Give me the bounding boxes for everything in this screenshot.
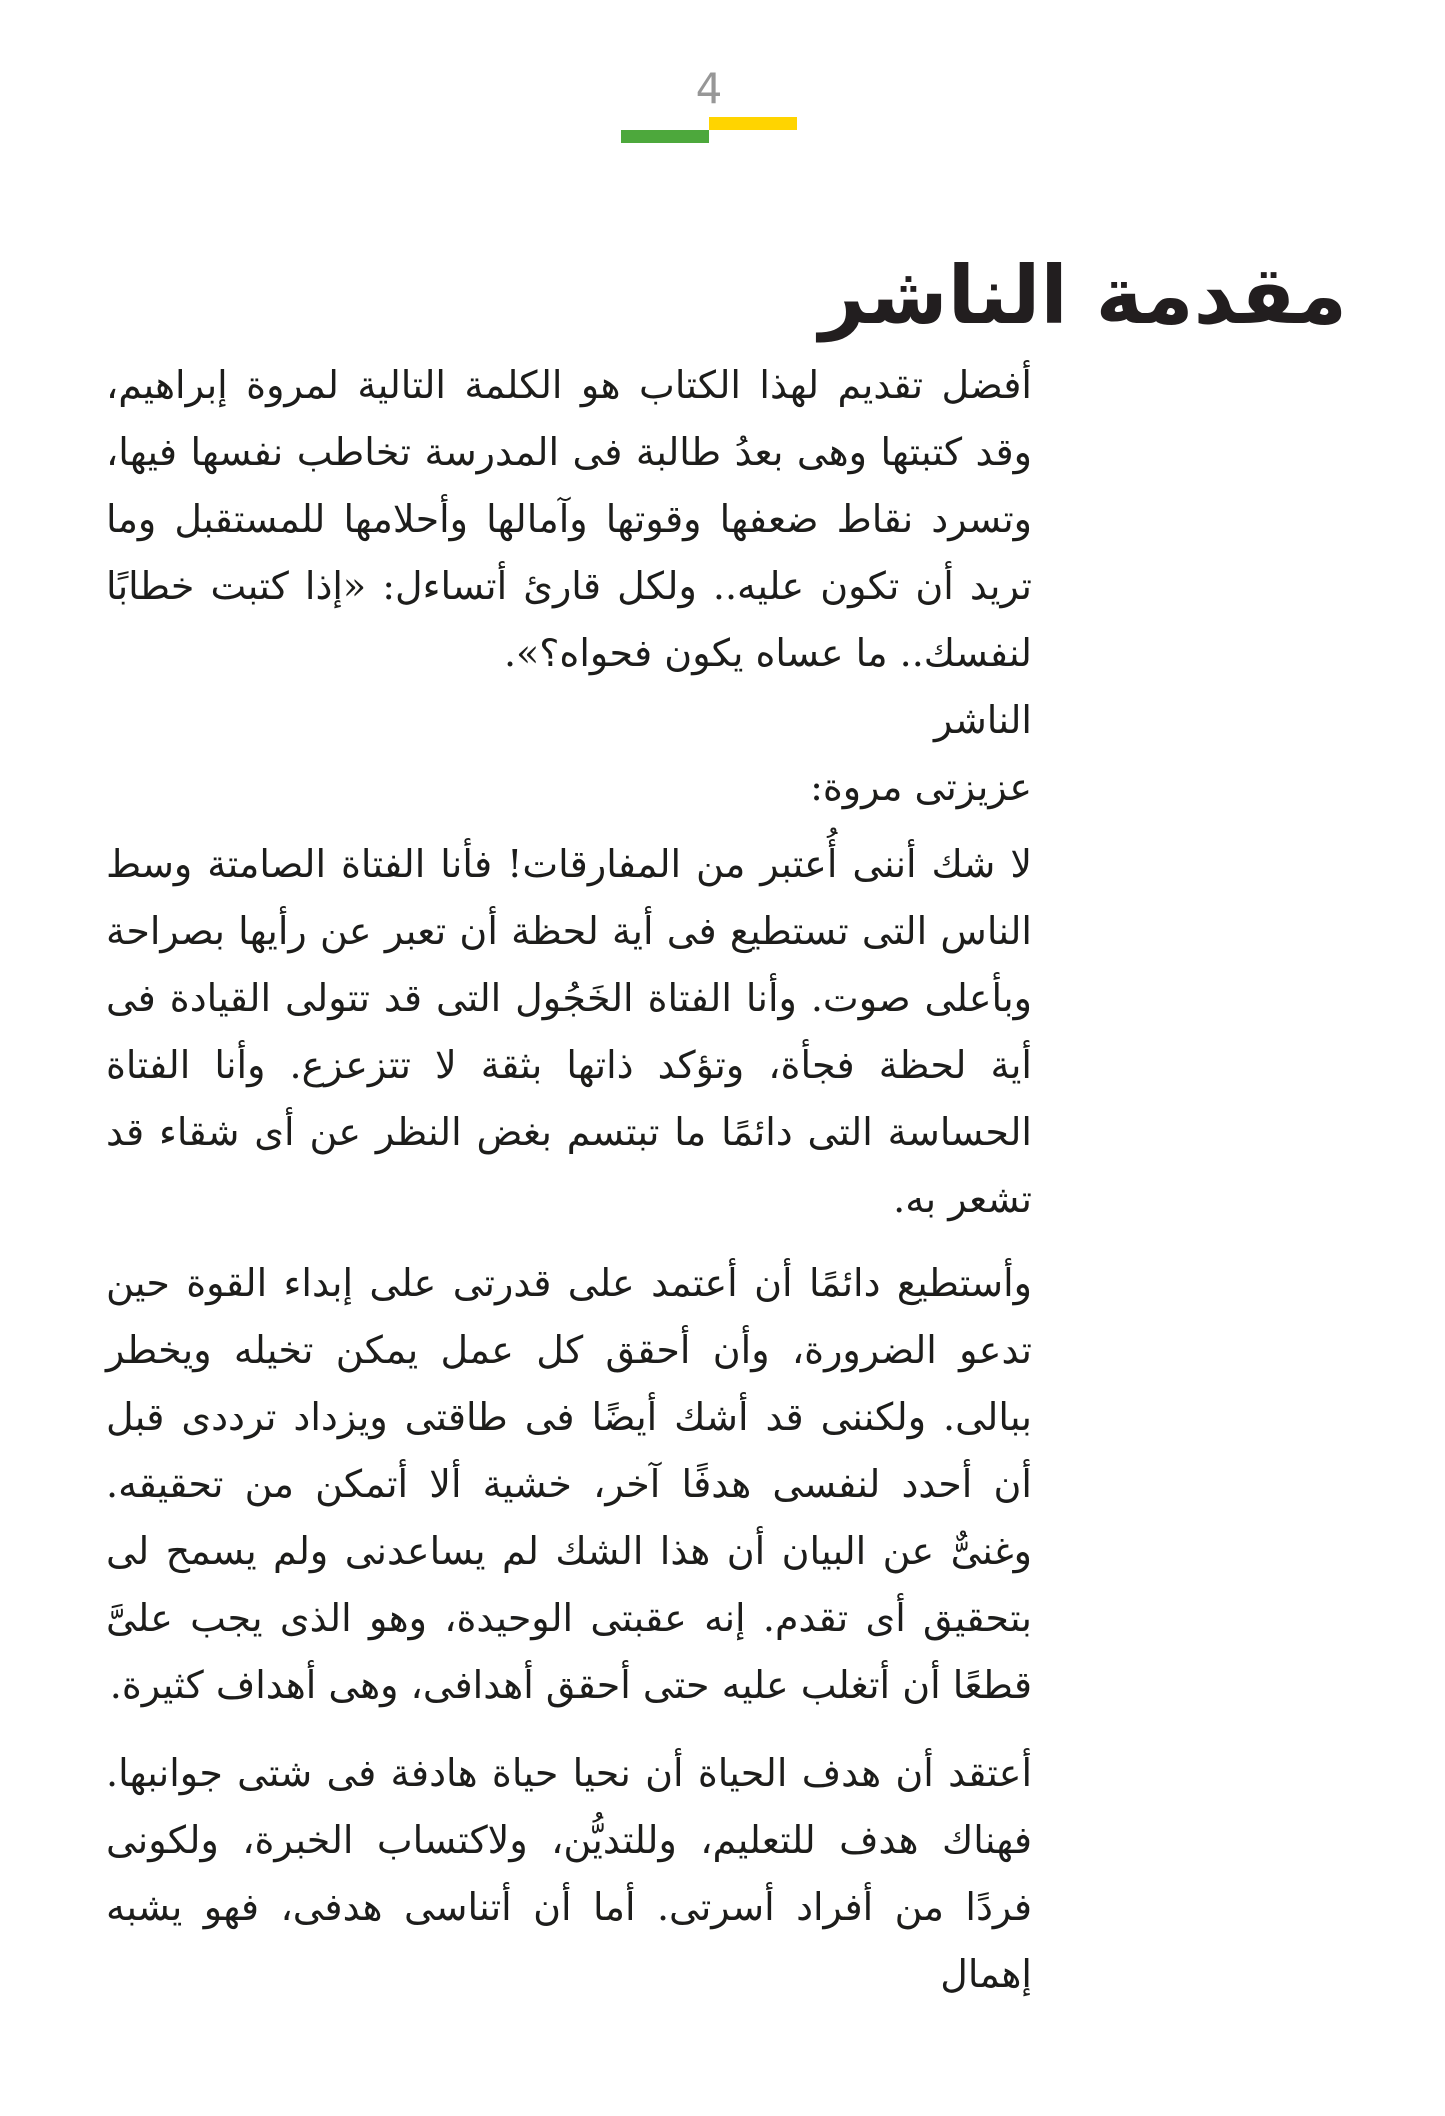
- publisher-signature: الناشر: [934, 698, 1032, 742]
- chapter-title: مقدمة الناشر: [819, 248, 1347, 342]
- header-rule-green: [621, 130, 709, 143]
- letter-salutation: عزيزتى مروة:: [810, 765, 1032, 809]
- letter-paragraph: لا شك أننى أُعتبر من المفارقات! فأنا الفتاة الصامتة وسط الناس التى تستطيع فى أية لحظة أن تعبر عن رأيها بصراحة وبأعلى صوت. وأنا الفتاة الخَجُول التى قد تتولى القيادة فى أية لحظة فجأة، وتؤكد ذاتها بثقة لا تتزعزع. وأنا الفتاة الحساسة التى دائمًا ما تبتسم بغض النظر عن أى شقاء قد تشعر به.: [106, 842, 1032, 1221]
- letter-paragraph: وأستطيع دائمًا أن أعتمد على قدرتى على إبداء القوة حين تدعو الضرورة، وأن أحقق كل عمل يمكن تخيله ويخطر ببالى. ولكننى قد أشك أيضًا فى طاقتى ويزداد ترددى قبل أن أحدد لنفسى هدفًا آخر، خشية ألا أتمكن من تحقيقه. وغنىٌّ عن البيان أن هذا الشك لم يساعدنى ولم يسمح لى بتحقيق أى تقدم. إنه عقبتى الوحيدة، وهو الذى يجب علىَّ قطعًا أن أتغلب عليه حتى أحقق أهدافى، وهى أهداف كثيرة.: [106, 1261, 1032, 1707]
- page-number: 4: [695, 64, 723, 113]
- intro-paragraph: أفضل تقديم لهذا الكتاب هو الكلمة التالية لمروة إبراهيم، وقد كتبتها وهى بعدُ طالبة فى المدرسة تخاطب نفسها فيها، وتسرد نقاط ضعفها وقوتها وآمالها وأحلامها للمستقبل وما تريد أن تكون عليه.. ولكل قارئ أتساءل: «إذا كتبت خطابًا لنفسك.. ما عساه يكون فحواه؟».: [106, 363, 1032, 675]
- header-rule-yellow: [709, 117, 797, 130]
- text-column: [106, 352, 1032, 2008]
- letter-paragraph: أعتقد أن هدف الحياة أن نحيا حياة هادفة فى شتى جوانبها. فهناك هدف للتعليم، وللتديُّن، ولاكتساب الخبرة، ولكونى فردًا من أفراد أسرتى. أما أن أتناسى هدفى، فهو يشبه إهمال: [106, 1751, 1032, 1996]
